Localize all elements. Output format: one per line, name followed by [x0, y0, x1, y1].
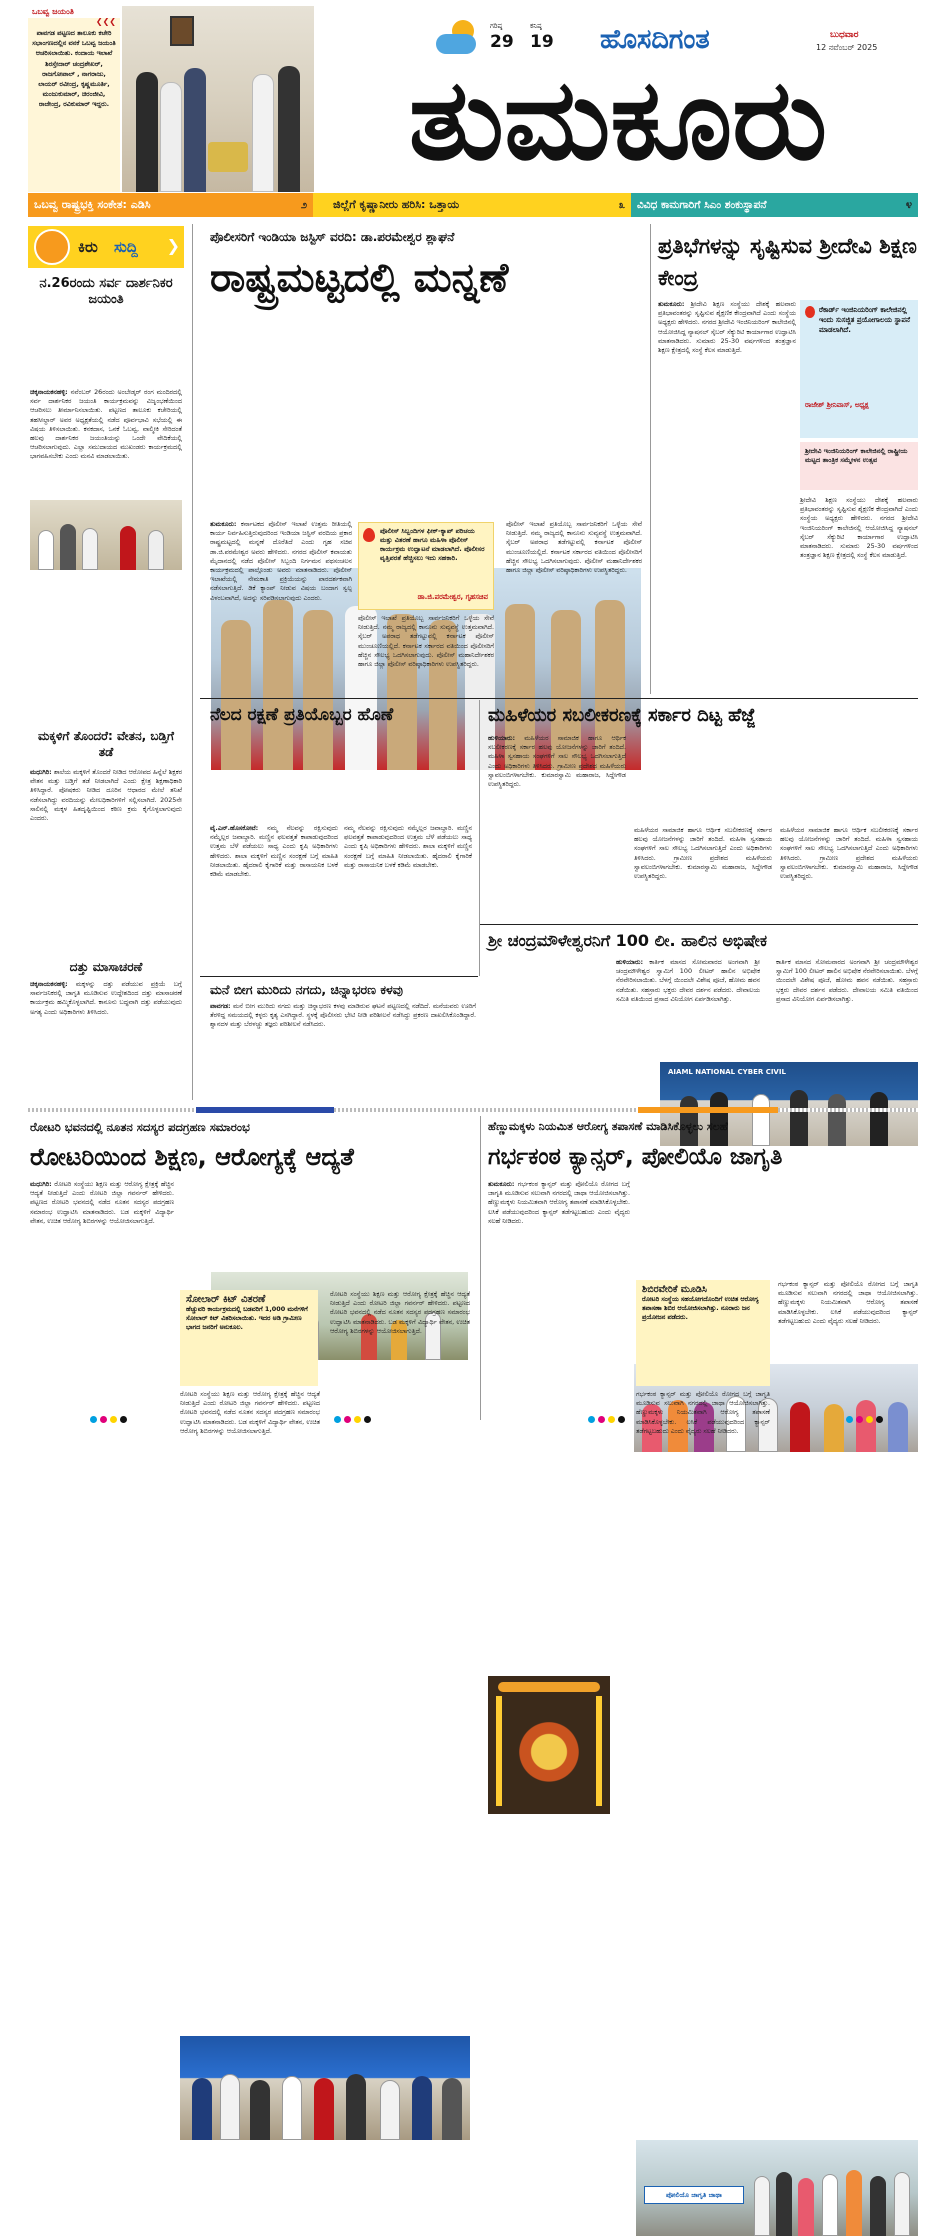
lead-quote-box: ಪೊಲೀಸ್ ಸಿಬ್ಬಂದಿಗಳ ಫೀಕ್-ಕ್ಯಾಪ್ ಪರಿಚಯ ಮತ್ತು ವಿತರಣೆ ಹಾಗೂ ಮಹಿಳಾ ಪೊಲೀಸ್ ಕಾರ್ಯಕ್ರಮ ಉದ್ಘಾಟನೆ ಮಾಡಲಾಗಿದೆ. ಪೊಲೀಸರ ವೃತ್ತಿಪರತೆ ಹೆಚ್ಚಿಸಲು ಇದು ಸಹಕಾರಿ. ಡಾ.ಜಿ.ಪರಮೇಶ್ವರ, ಗೃಹಸಚಿವ	[358, 522, 494, 610]
rotary-text-2: ರೋಟರಿ ಸಂಸ್ಥೆಯು ಶಿಕ್ಷಣ ಮತ್ತು ಆರೋಗ್ಯ ಕ್ಷೇತ್ರಕ್ಕೆ ಹೆಚ್ಚಿನ ಆದ್ಯತೆ ನೀಡುತ್ತಿದೆ ಎಂದು ರೋಟರಿ ಜಿಲ್ಲಾ ಗವರ್ನರ್ ಹೇಳಿದರು. ಪಟ್ಟಣದ ರೋಟರಿ ಭವನದಲ್ಲಿ ನಡೆದ ನೂತನ ಸದಸ್ಯರ ಪದಗ್ರಹಣ ಸಮಾರಂಭ ಉದ್ಘಾಟಿಸಿ ಮಾತನಾಡಿದರು. ಬಡ ಮಕ್ಕಳಿಗೆ ವಿದ್ಯಾರ್ಥಿ ವೇತನ, ಉಚಿತ ಆರೋಗ್ಯ ಶಿಬಿರಗಳನ್ನು ಆಯೋಜಿಸಲಾಗುತ್ತಿದೆ.	[330, 1290, 470, 1335]
print-registration-marks	[334, 1416, 374, 1424]
cancer-text-3: ಗರ್ಭಕಂಠ ಕ್ಯಾನ್ಸರ್ ಮತ್ತು ಪೋಲಿಯೊ ರೋಗದ ಬಗ್ಗೆ ಜಾಗೃತಿ ಮೂಡಿಸುವ ಸಲುವಾಗಿ ನಗರದಲ್ಲಿ ಜಾಥಾ ಆಯೋಜಿಸಲಾಗಿತ್ತು. ಹೆಣ್ಣುಮಕ್ಕಳು ನಿಯಮಿತವಾಗಿ ಆರೋಗ್ಯ ತಪಾಸಣೆ ಮಾಡಿಸಿಕೊಳ್ಳಬೇಕು. ಲಸಿಕೆ ಪಡೆಯುವುದರಿಂದ ಕ್ಯಾನ್ಸರ್ ತಡೆಗಟ್ಟಬಹುದು ಎಂದು ವೈದ್ಯರು ಸಲಹೆ ನೀಡಿದರು.	[636, 1390, 770, 1435]
brief-2-headline: ಮಕ್ಕಳಿಗೆ ತೊಂದರೆ: ವೇತನ, ಬಡ್ತಿಗೆ ತಡೆ	[37, 729, 175, 759]
column-divider	[480, 1116, 481, 1420]
cancer-kicker: ಹೆಣ್ಣುಮಕ್ಕಳು ನಿಯಮಿತ ಆರೋಗ್ಯ ತಪಾಸಣೆ ಮಾಡಿಸಿಕೊಳ್ಳಲು ಸಲಹೆ	[488, 1120, 728, 1133]
theft-text: ಪಾವಗಡ: ಮನೆ ಬೀಗ ಮುರಿದು ನಗದು ಮತ್ತು ಚಿನ್ನಾಭರಣ ಕಳವು ಮಾಡಿರುವ ಘಟನೆ ಪಟ್ಟಣದಲ್ಲಿ ನಡೆದಿದೆ. ಮನೆಯವರು ಊರಿಗೆ ತೆರಳಿದ್ದ ಸಮಯದಲ್ಲಿ ಕಳ್ಳರು ಕೃತ್ಯ ಎಸಗಿದ್ದಾರೆ. ಸ್ಥಳಕ್ಕೆ ಪೊಲೀಸರು ಭೇಟಿ ನೀಡಿ ಪರಿಶೀಲನೆ ನಡೆಸಿದ್ದು ಪ್ರಕರಣ ದಾಖಲಿಸಿಕೊಂಡಿದ್ದಾರೆ. ಶ್ವಾನದಳ ಮತ್ತು ಬೆರಳಚ್ಚು ತಜ್ಞರು ಪರಿಶೀಲನೆ ನಡೆಸಿದರು.	[210, 1002, 476, 1029]
soil-text-2: ನಮ್ಮ ನೆಲವನ್ನು ರಕ್ಷಿಸುವುದು ನಮ್ಮೆಲ್ಲರ ಜವಾಬ್ದಾರಿ. ಮಣ್ಣಿನ ಫಲವತ್ತತೆ ಕಾಪಾಡುವುದರಿಂದ ಉತ್ತಮ ಬೆಳೆ ಪಡೆಯಲು ಸಾಧ್ಯ ಎಂದು ಕೃಷಿ ಅಧಿಕಾರಿಗಳು ಹೇಳಿದರು. ಶಾಲಾ ಮಕ್ಕಳಿಗೆ ಮಣ್ಣಿನ ಸಂರಕ್ಷಣೆ ಬಗ್ಗೆ ಮಾಹಿತಿ ನೀಡಲಾಯಿತು. ಹೈದರಾಲಿ ಕೈಗಾರಿಕೆ ಮತ್ತು ರಾಸಾಯನಿಕ ಬಳಕೆ ಕಡಿಮೆ ಮಾಡಬೇಕು.	[344, 824, 472, 869]
bottom-dash-left	[28, 1108, 196, 1112]
top-left-photo	[122, 6, 314, 192]
column-divider	[192, 224, 193, 1100]
rotary-headline: ರೋಟರಿಯಿಂದ ಶಿಕ್ಷಣ, ಆರೋಗ್ಯಕ್ಕೆ ಆದ್ಯತೆ	[30, 1143, 354, 1171]
women-headline: ಮಹಿಳೆಯರ ಸಬಲೀಕರಣಕ್ಕೆ ಸರ್ಕಾರ ದಿಟ್ಟ ಹೆಜ್ಜೆ	[488, 705, 756, 726]
section-divider	[480, 924, 918, 925]
right-photo-banner: AIAML NATIONAL CYBER CIVIL	[668, 1068, 786, 1076]
temple-headline: ಶ್ರೀ ಚಂದ್ರಮೌಳೇಶ್ವರನಿಗೆ 100 ಲೀ. ಹಾಲಿನ ಅಭಿಷೇಕ	[488, 931, 768, 950]
brief-1-headline: ನ.26ರಂದು ಸರ್ವ ದಾರ್ಶನಿಕರ ಜಯಂತಿ	[39, 276, 173, 307]
lead-text-3: ಪೊಲೀಸ್ ಇಲಾಖೆ ಪ್ರತಿಯೊಬ್ಬ ಸಾರ್ವಜನಿಕರಿಗೆ ಒಳ್ಳೆಯ ಸೇವೆ ನೀಡುತ್ತಿದೆ. ನಮ್ಮ ರಾಜ್ಯದಲ್ಲಿ ಕಾನೂನು ಸುವ್ಯವಸ್ಥೆ ಉತ್ತಮವಾಗಿದೆ. ಸೈಬರ್ ಅಪರಾಧ ತಡೆಗಟ್ಟುವಲ್ಲಿ ಕರ್ನಾಟಕ ಪೊಲೀಸ್ ಮುಂಚೂಣಿಯಲ್ಲಿದೆ. ಕರ್ನಾಟಕ ಸರ್ಕಾರದ ವತಿಯಿಂದ ಪೊಲೀಸರಿಗೆ ಹೆಚ್ಚಿನ ಸೌಲಭ್ಯ ಒದಗಿಸಲಾಗುವುದು. ಪೊಲೀಸ್ ಮಹಾನಿರ್ದೇಶಕರ ಹಾಗೂ ಜಿಲ್ಲಾ ಪೊಲೀಸ್ ವರಿಷ್ಠಾಧಿಕಾರಿಗಳು ಉಪಸ್ಥಿತರಿದ್ದರು.	[506, 520, 642, 575]
rotary-text: ಮಧುಗಿರಿ: ರೋಟರಿ ಸಂಸ್ಥೆಯು ಶಿಕ್ಷಣ ಮತ್ತು ಆರೋಗ್ಯ ಕ್ಷೇತ್ರಕ್ಕೆ ಹೆಚ್ಚಿನ ಆದ್ಯತೆ ನೀಡುತ್ತಿದೆ ಎಂದು ರೋಟರಿ ಜಿಲ್ಲಾ ಗವರ್ನರ್ ಹೇಳಿದರು. ಪಟ್ಟಣದ ರೋಟರಿ ಭವನದಲ್ಲಿ ನಡೆದ ನೂತನ ಸದಸ್ಯರ ಪದಗ್ರಹಣ ಸಮಾರಂಭ ಉದ್ಘಾಟಿಸಿ ಮಾತನಾಡಿದರು. ಬಡ ಮಕ್ಕಳಿಗೆ ವಿದ್ಯಾರ್ಥಿ ವೇತನ, ಉಚಿತ ಆರೋಗ್ಯ ಶಿಬಿರಗಳನ್ನು ಆಯೋಜಿಸಲಾಗುತ್ತಿದೆ.	[30, 1180, 174, 1225]
bottom-dash-right	[778, 1108, 918, 1112]
teaser-3[interactable]: ವಿವಿಧ ಕಾಮಗಾರಿಗೆ ಸಿಎಂ ಶಂಕುಸ್ಥಾಪನೆ ೪	[631, 193, 918, 217]
right-highlight-box: ಶ್ರೀದೇವಿ ಇಂಜಿನಿಯರಿಂಗ್ ಕಾಲೇಜಿನಲ್ಲಿ ರಾಷ್ಟ್ರೀಯ ಮಟ್ಟದ ತಾಂತ್ರಿಕ ಸಮ್ಮೇಳನ ಉತ್ಸವ	[800, 442, 918, 490]
lead-kicker: ಪೊಲೀಸರಿಗೆ ಇಂಡಿಯಾ ಜಸ್ಟಿಸ್ ವರದಿ: ಡಾ.ಪರಮೇಶ್ವರ ಶ್ಲಾಘನೆ	[210, 230, 455, 244]
date: 12 ನವೆಂಬರ್ 2025	[816, 43, 878, 52]
orange-bar	[638, 1107, 778, 1113]
cancer-headline: ಗರ್ಭಕಂಠ ಕ್ಯಾನ್ಸರ್, ಪೋಲಿಯೊ ಜಾಗೃತಿ	[488, 1144, 783, 1170]
top-left-story	[28, 6, 120, 192]
weekday: ಬುಧವಾರ	[830, 30, 859, 40]
brief-3-text: ಚಿಕ್ಕನಾಯಕನಹಳ್ಳಿ: ಮಕ್ಕಳನ್ನು ದತ್ತು ಪಡೆಯುವ ಪ್ರಕ್ರಿಯೆ ಬಗ್ಗೆ ಸಾರ್ವಜನಿಕರಲ್ಲಿ ಜಾಗೃತಿ ಮೂಡಿಸುವ ಉದ್ದೇಶದಿಂದ ದತ್ತು ಮಾಸಾಚರಣೆ ಕಾರ್ಯಕ್ರಮ ಹಮ್ಮಿಕೊಳ್ಳಲಾಗಿದೆ. ಕಾನೂನು ಬದ್ಧವಾಗಿ ದತ್ತು ಪಡೆಯುವುದು ಅಗತ್ಯ ಎಂದು ಅಧಿಕಾರಿಗಳು ತಿಳಿಸಿದರು.	[30, 980, 182, 1016]
temp-min: 19	[530, 32, 554, 52]
kirusuddi-logo: ಕಿರು ಸುದ್ದಿ ❯	[28, 226, 184, 268]
soil-headline: ನೆಲದ ರಕ್ಷಣೆ ಪ್ರತಿಯೊಬ್ಬರ ಹೊಣೆ	[210, 705, 394, 725]
brief-1-text: ಚಿಕ್ಕನಾಯಕನಹಳ್ಳಿ: ನವೆಂಬರ್ 26ರಂದು ಅಂಬೇಡ್ಕರ್ ರಂಗ ಮಂದಿರದಲ್ಲಿ ಸರ್ವ ದಾರ್ಶನಿಕರ ಜಯಂತಿ ಕಾರ್ಯಕ್ರಮವನ್ನು ವಿಜೃಂಭಣೆಯಿಂದ ಆಚರಿಸಲು ತೀರ್ಮಾನಿಸಲಾಯಿತು. ಪಟ್ಟಣದ ತಾಲೂಕು ಕಚೇರಿಯಲ್ಲಿ ತಹಸೀಲ್ದಾರ್ ಅವರ ಅಧ್ಯಕ್ಷತೆಯಲ್ಲಿ ನಡೆದ ಪೂರ್ವಭಾವಿ ಸಭೆಯಲ್ಲಿ ಈ ವಿಷಯ ತಿಳಿಸಲಾಯಿತು. ಕನಕದಾಸ, ಒನಕೆ ಓಬವ್ವ, ವಾಲ್ಮೀಕಿ ಸೇರಿದಂತೆ ಹಲವು ದಾರ್ಶನಿಕರ ಜಯಂತಿಯನ್ನು ಒಂದೇ ವೇದಿಕೆಯಲ್ಲಿ ಆಚರಿಸಲಾಗುವುದು. ಎಲ್ಲಾ ಸಮುದಾಯದ ಮುಖಂಡರು ಕಾರ್ಯಕ್ರಮದಲ್ಲಿ ಭಾಗವಹಿಸಬೇಕು ಎಂದು ಮನವಿ ಮಾಡಲಾಯಿತು.	[30, 388, 182, 461]
cancer-photo-banner: ಪೋಲಿಯೊ ಜಾಗೃತಿ ಜಾಥಾ	[644, 2186, 744, 2204]
print-registration-marks	[846, 1416, 886, 1424]
cancer-text-2: ಗರ್ಭಕಂಠ ಕ್ಯಾನ್ಸರ್ ಮತ್ತು ಪೋಲಿಯೊ ರೋಗದ ಬಗ್ಗೆ ಜಾಗೃತಿ ಮೂಡಿಸುವ ಸಲುವಾಗಿ ನಗರದಲ್ಲಿ ಜಾಥಾ ಆಯೋಜಿಸಲಾಗಿತ್ತು. ಹೆಣ್ಣುಮಕ್ಕಳು ನಿಯಮಿತವಾಗಿ ಆರೋಗ್ಯ ತಪಾಸಣೆ ಮಾಡಿಸಿಕೊಳ್ಳಬೇಕು. ಲಸಿಕೆ ಪಡೆಯುವುದರಿಂದ ಕ್ಯಾನ್ಸರ್ ತಡೆಗಟ್ಟಬಹುದು ಎಂದು ವೈದ್ಯರು ಸಲಹೆ ನೀಡಿದರು.	[778, 1280, 918, 1325]
right-text: ತುಮಕೂರು: ಶ್ರೀದೇವಿ ಶಿಕ್ಷಣ ಸಂಸ್ಥೆಯು ದೇಶಕ್ಕೆ ಹಲವಾರು ಪ್ರತಿಭಾವಂತರನ್ನು ಸೃಷ್ಟಿಸುವ ಶೈಕ್ಷಣಿಕ ಕೇಂದ್ರವಾಗಿದೆ ಎಂದು ಸಂಸ್ಥೆಯ ಅಧ್ಯಕ್ಷರು ಹೇಳಿದರು. ನಗರದ ಶ್ರೀದೇವಿ ಇಂಜಿನಿಯರಿಂಗ್ ಕಾಲೇಜಿನಲ್ಲಿ ಆಯೋಜಿಸಿದ್ದ ನ್ಯಾಷನಲ್ ಸೈಬರ್ ಸೆಕ್ಯುರಿಟಿ ಕಾರ್ಯಾಗಾರ ಉದ್ಘಾಟಿಸಿ ಮಾತನಾಡಿದರು. ಸುಮಾರು 25-30 ವರ್ಷಗಳಿಂದ ತಂತ್ರಜ್ಞಾನ ಶಿಕ್ಷಣ ಕ್ಷೇತ್ರದಲ್ಲಿ ಸಂಸ್ಥೆ ಕೆಲಸ ಮಾಡುತ್ತಿದೆ.	[658, 300, 796, 355]
theft-headline: ಮನೆ ಬೀಗ ಮುರಿದು ನಗದು, ಚಿನ್ನಾಭರಣ ಕಳವು	[210, 982, 403, 997]
temp-max: 29	[490, 32, 514, 52]
right-headline: ಪ್ರತಿಭೆಗಳನ್ನು ಸೃಷ್ಟಿಸುವ ಶ್ರೀದೇವಿ ಶಿಕ್ಷಣ ಕೇಂದ್ರ	[658, 234, 917, 290]
section-divider	[200, 698, 918, 699]
temple-text: ಹುಳಿಯಾರು: ಕಾರ್ತಿಕ ಮಾಸದ ಸೋಮವಾರದ ಅಂಗವಾಗಿ ಶ್ರೀ ಚಂದ್ರಮೌಳೇಶ್ವರ ಸ್ವಾಮಿಗೆ 100 ಲೀಟರ್ ಹಾಲಿನ ಅಭಿಷೇಕ ನೆರವೇರಿಸಲಾಯಿತು. ಬೆಳಗ್ಗೆ ಯಿಂದಲೇ ವಿಶೇಷ ಪೂಜೆ, ಹೋಮ ಹವನ ನಡೆಯಿತು. ಸಹಸ್ರಾರು ಭಕ್ತರು ದೇವರ ದರ್ಶನ ಪಡೆದರು. ದೇವಾಲಯ ಸಮಿತಿ ವತಿಯಿಂದ ಪ್ರಸಾದ ವಿನಿಯೋಗ ಏರ್ಪಡಿಸಲಾಗಿತ್ತು.	[616, 958, 760, 1003]
temp-min-label: ಕನಿಷ್ಠ	[530, 22, 542, 30]
right-text-2: ಶ್ರೀದೇವಿ ಶಿಕ್ಷಣ ಸಂಸ್ಥೆಯು ದೇಶಕ್ಕೆ ಹಲವಾರು ಪ್ರತಿಭಾವಂತರನ್ನು ಸೃಷ್ಟಿಸುವ ಶೈಕ್ಷಣಿಕ ಕೇಂದ್ರವಾಗಿದೆ ಎಂದು ಸಂಸ್ಥೆಯ ಅಧ್ಯಕ್ಷರು ಹೇಳಿದರು. ನಗರದ ಶ್ರೀದೇವಿ ಇಂಜಿನಿಯರಿಂಗ್ ಕಾಲೇಜಿನಲ್ಲಿ ಆಯೋಜಿಸಿದ್ದ ನ್ಯಾಷನಲ್ ಸೈಬರ್ ಸೆಕ್ಯುರಿಟಿ ಕಾರ್ಯಾಗಾರ ಉದ್ಘಾಟಿಸಿ ಮಾತನಾಡಿದರು. ಸುಮಾರು 25-30 ವರ್ಷಗಳಿಂದ ತಂತ್ರಜ್ಞಾನ ಶಿಕ್ಷಣ ಕ್ಷೇತ್ರದಲ್ಲಿ ಸಂಸ್ಥೆ ಕೆಲಸ ಮಾಡುತ್ತಿದೆ.	[800, 496, 918, 560]
column-divider	[650, 224, 651, 694]
print-registration-marks	[90, 1416, 130, 1424]
brief-2-text: ಮಧುಗಿರಿ: ಶಾಲೆಯ ಮಕ್ಕಳಿಗೆ ತೊಂದರೆ ನೀಡಿದ ಆರೋಪದ ಹಿನ್ನೆಲೆ ಶಿಕ್ಷಕರ ವೇತನ ಮತ್ತು ಬಡ್ತಿಗೆ ತಡೆ ನೀಡಲಾಗಿದೆ ಎಂದು ಕ್ಷೇತ್ರ ಶಿಕ್ಷಣಾಧಿಕಾರಿ ತಿಳಿಸಿದ್ದಾರೆ. ಪೋಷಕರು ನೀಡಿದ ದೂರಿನ ಆಧಾರದ ಮೇಲೆ ತನಿಖೆ ನಡೆಸಲಾಗಿದ್ದು ವರದಿಯನ್ನು ಮೇಲಧಿಕಾರಿಗಳಿಗೆ ಸಲ್ಲಿಸಲಾಗಿದೆ. 2025ನೇ ಸಾಲಿನಲ್ಲಿ ಮಕ್ಕಳ ಹಿತದೃಷ್ಟಿಯಿಂದ ಕಠಿಣ ಕ್ರಮ ಕೈಗೊಳ್ಳಲಾಗುವುದು ಎಂದರು.	[30, 768, 182, 823]
hand-pinch-icon	[34, 229, 70, 265]
top-left-kicker: ಒಬವ್ವ ಜಯಂತಿ	[28, 6, 120, 18]
teaser-2[interactable]: ಜಿಲ್ಲೆಗೆ ಕೃಷ್ಣಾನೀರು ಹರಿಸಿ: ಒತ್ತಾಯ ೩	[313, 193, 631, 217]
rotary-text-3: ರೋಟರಿ ಸಂಸ್ಥೆಯು ಶಿಕ್ಷಣ ಮತ್ತು ಆರೋಗ್ಯ ಕ್ಷೇತ್ರಕ್ಕೆ ಹೆಚ್ಚಿನ ಆದ್ಯತೆ ನೀಡುತ್ತಿದೆ ಎಂದು ರೋಟರಿ ಜಿಲ್ಲಾ ಗವರ್ನರ್ ಹೇಳಿದರು. ಪಟ್ಟಣದ ರೋಟರಿ ಭವನದಲ್ಲಿ ನಡೆದ ನೂತನ ಸದಸ್ಯರ ಪದಗ್ರಹಣ ಸಮಾರಂಭ ಉದ್ಘಾಟಿಸಿ ಮಾತನಾಡಿದರು. ಬಡ ಮಕ್ಕಳಿಗೆ ವಿದ್ಯಾರ್ಥಿ ವೇತನ, ಉಚಿತ ಆರೋಗ್ಯ ಶಿಬಿರಗಳನ್ನು ಆಯೋಜಿಸಲಾಗುತ್ತಿದೆ.	[180, 1390, 320, 1435]
section-divider	[200, 976, 478, 977]
lead-headline: ರಾಷ್ಟ್ರಮಟ್ಟದಲ್ಲಿ ಮನ್ನಣೆ	[210, 255, 509, 301]
blue-bar	[196, 1107, 334, 1113]
column-divider	[479, 700, 480, 976]
temple-text-2: ಕಾರ್ತಿಕ ಮಾಸದ ಸೋಮವಾರದ ಅಂಗವಾಗಿ ಶ್ರೀ ಚಂದ್ರಮೌಳೇಶ್ವರ ಸ್ವಾಮಿಗೆ 100 ಲೀಟರ್ ಹಾಲಿನ ಅಭಿಷೇಕ ನೆರವೇರಿಸಲಾಯಿತು. ಬೆಳಗ್ಗೆ ಯಿಂದಲೇ ವಿಶೇಷ ಪೂಜೆ, ಹೋಮ ಹವನ ನಡೆಯಿತು. ಸಹಸ್ರಾರು ಭಕ್ತರು ದೇವರ ದರ್ಶನ ಪಡೆದರು. ದೇವಾಲಯ ಸಮಿತಿ ವತಿಯಿಂದ ಪ್ರಸಾದ ವಿನಿಯೋಗ ಏರ್ಪಡಿಸಲಾಗಿತ್ತು.	[776, 958, 918, 1003]
temple-photo	[488, 1676, 610, 1814]
cancer-photo	[636, 2140, 918, 2236]
masthead-title: ತುಮಕೂರು	[408, 55, 828, 185]
rotary-kicker: ರೋಟರಿ ಭವನದಲ್ಲಿ ನೂತನ ಸದಸ್ಯರ ಪದಗ್ರಹಣ ಸಮಾರಂಭ	[30, 1120, 250, 1134]
rotary-photo	[180, 2036, 470, 2140]
soil-text: ವೈ.ಎನ್.ಹೊಸಕೋಟೆ: ನಮ್ಮ ನೆಲವನ್ನು ರಕ್ಷಿಸುವುದು ನಮ್ಮೆಲ್ಲರ ಜವಾಬ್ದಾರಿ. ಮಣ್ಣಿನ ಫಲವತ್ತತೆ ಕಾಪಾಡುವುದರಿಂದ ಉತ್ತಮ ಬೆಳೆ ಪಡೆಯಲು ಸಾಧ್ಯ ಎಂದು ಕೃಷಿ ಅಧಿಕಾರಿಗಳು ಹೇಳಿದರು. ಶಾಲಾ ಮಕ್ಕಳಿಗೆ ಮಣ್ಣಿನ ಸಂರಕ್ಷಣೆ ಬಗ್ಗೆ ಮಾಹಿತಿ ನೀಡಲಾಯಿತು. ಹೈದರಾಲಿ ಕೈಗಾರಿಕೆ ಮತ್ತು ರಾಸಾಯನಿಕ ಬಳಕೆ ಕಡಿಮೆ ಮಾಡಬೇಕು.	[210, 824, 338, 879]
bottom-dash-mid	[334, 1108, 638, 1112]
teaser-1[interactable]: ಒಬವ್ವ ರಾಷ್ಟ್ರಭಕ್ತಿ ಸಂಕೇತ: ಎಡಿಸಿ ೨	[28, 193, 313, 217]
right-quote-box: ರೆಕಾರ್ಡ್ ಇಂಜಿನಿಯರಿಂಗ್ ಕಾಲೇಜಿನಲ್ಲಿ ಇಂದು ಸುಸಜ್ಜಿತ ಪ್ರಯೋಗಾಲಯ ಸ್ಥಾಪನೆ ಮಾಡಲಾಗಿದೆ. ರಾಜೇಶ್ ಶ್ರೀನಿವಾಸ್, ಅಧ್ಯಕ್ಷ	[800, 300, 918, 438]
cancer-text: ತುಮಕೂರು: ಗರ್ಭಕಂಠ ಕ್ಯಾನ್ಸರ್ ಮತ್ತು ಪೋಲಿಯೊ ರೋಗದ ಬಗ್ಗೆ ಜಾಗೃತಿ ಮೂಡಿಸುವ ಸಲುವಾಗಿ ನಗರದಲ್ಲಿ ಜಾಥಾ ಆಯೋಜಿಸಲಾಗಿತ್ತು. ಹೆಣ್ಣುಮಕ್ಕಳು ನಿಯಮಿತವಾಗಿ ಆರೋಗ್ಯ ತಪಾಸಣೆ ಮಾಡಿಸಿಕೊಳ್ಳಬೇಕು. ಲಸಿಕೆ ಪಡೆಯುವುದರಿಂದ ಕ್ಯಾನ್ಸರ್ ತಡೆಗಟ್ಟಬಹುದು ಎಂದು ವೈದ್ಯರು ಸಲಹೆ ನೀಡಿದರು.	[488, 1180, 630, 1225]
lead-text: ತುಮಕೂರು: ಕರ್ನಾಟಕದ ಪೊಲೀಸ್ ಇಲಾಖೆ ಉತ್ತಮ ರೀತಿಯಲ್ಲಿ ಕಾರ್ಯ ನಿರ್ವಹಿಸುತ್ತಿರುವುದರಿಂದ ಇಂಡಿಯಾ ಜಸ್ಟಿಸ್ ವರದಿಯ ಪ್ರಕಾರ ರಾಷ್ಟ್ರಮಟ್ಟದಲ್ಲಿ ಮನ್ನಣೆ ದೊರೆತಿದೆ ಎಂದು ಗೃಹ ಸಚಿವ ಡಾ.ಜಿ.ಪರಮೇಶ್ವರ ಅವರು ಹೇಳಿದರು. ನಗರದ ಪೊಲೀಸ್ ಕವಾಯತು ಮೈದಾನದಲ್ಲಿ ನಡೆದ ಪೊಲೀಸ್ ಸಿಬ್ಬಂದಿ ನಿರ್ಗಮನ ಪಥಸಂಚಲನ ಕಾರ್ಯಕ್ರಮದಲ್ಲಿ ಪಾಲ್ಗೊಂಡು ಅವರು ಮಾತನಾಡಿದರು. ಪೊಲೀಸ್ ಇಲಾಖೆಯಲ್ಲಿ ನೇಮಕಾತಿ ಪ್ರಕ್ರಿಯೆಯನ್ನು ಪಾರದರ್ಶಕವಾಗಿ ನಡೆಸಲಾಗುತ್ತಿದೆ. ಡಿಕೆ ಕ್ಯಾಂಪ್ ನೀಡುವ ವಿಷಯ ಬಂದಾಗ ಸ್ವಲ್ಪ ವಿಳಂಬವಾಗಿದೆ, ಅದನ್ನು ಸರಿಪಡಿಸಲಾಗುವುದು ಎಂದರು.	[210, 520, 352, 602]
teaser-strip	[28, 193, 918, 217]
red-drop-icon	[805, 306, 815, 318]
top-left-text: ಪಾವಗಡ ಪಟ್ಟಣದ ತಾಲೂಕು ಕಚೇರಿ ಸಭಾಂಗಣದಲ್ಲಿನ ವನಕೆ ಒಬವ್ವ ಜಯಂತಿ ಆಚರಿಸಲಾಯಿತು. ಕಂದಾಯ ಇಲಾಖೆ ಶಿರಸ್ತೇದಾರ್ ಚಂದ್ರಶೇಖರ್, ರಾಜಗೋಪಾಲ್ , ನಾಗರಾಜು, ಲಾಯರ್ ರವೀಂದ್ರ, ಕೃಷ್ಣಮೂರ್ತಿ, ಮಂಜುಕುಮಾರ್, ಚಿರಂಜೀವಿ, ರಾಜೇಂದ್ರ, ರವಿಕುಮಾರ್ ಇದ್ದರು.	[32, 29, 116, 109]
lead-text-2: ಪೊಲೀಸ್ ಇಲಾಖೆ ಪ್ರತಿಯೊಬ್ಬ ಸಾರ್ವಜನಿಕರಿಗೆ ಒಳ್ಳೆಯ ಸೇವೆ ನೀಡುತ್ತಿದೆ. ನಮ್ಮ ರಾಜ್ಯದಲ್ಲಿ ಕಾನೂನು ಸುವ್ಯವಸ್ಥೆ ಉತ್ತಮವಾಗಿದೆ. ಸೈಬರ್ ಅಪರಾಧ ತಡೆಗಟ್ಟುವಲ್ಲಿ ಕರ್ನಾಟಕ ಪೊಲೀಸ್ ಮುಂಚೂಣಿಯಲ್ಲಿದೆ. ಕರ್ನಾಟಕ ಸರ್ಕಾರದ ವತಿಯಿಂದ ಪೊಲೀಸರಿಗೆ ಹೆಚ್ಚಿನ ಸೌಲಭ್ಯ ಒದಗಿಸಲಾಗುವುದು. ಪೊಲೀಸ್ ಮಹಾನಿರ್ದೇಶಕರ ಹಾಗೂ ಜಿಲ್ಲಾ ಪೊಲೀಸ್ ವರಿಷ್ಠಾಧಿಕಾರಿಗಳು ಉಪಸ್ಥಿತರಿದ್ದರು.	[358, 614, 494, 669]
red-chevrons-icon: ❮❮❮	[95, 17, 116, 26]
cancer-box: ಶಿಬಿರವೇರಿಕೆ ಮೂಡಿಸಿ ರೋಟರಿ ಸಂಸ್ಥೆಯ ಸಹಯೋಗದೊಂದಿಗೆ ಉಚಿತ ಆರೋಗ್ಯ ತಪಾಸಣಾ ಶಿಬಿರ ಆಯೋಜಿಸಲಾಗಿತ್ತು. ನೂರಾರು ಜನ ಪ್ರಯೋಜನ ಪಡೆದರು.	[636, 1280, 770, 1386]
women-text-2: ಮಹಿಳೆಯರ ಸಾಮಾಜಿಕ ಹಾಗೂ ಆರ್ಥಿಕ ಸಬಲೀಕರಣಕ್ಕೆ ಸರ್ಕಾರ ಹಲವು ಯೋಜನೆಗಳನ್ನು ಜಾರಿಗೆ ತಂದಿದೆ. ಮಹಿಳಾ ಸ್ವಸಹಾಯ ಸಂಘಗಳಿಗೆ ಸಾಲ ಸೌಲಭ್ಯ ಒದಗಿಸಲಾಗುತ್ತಿದೆ ಎಂದು ಅಧಿಕಾರಿಗಳು ತಿಳಿಸಿದರು. ಗ್ರಾಮೀಣ ಪ್ರದೇಶದ ಮಹಿಳೆಯರು ಸ್ವಾವಲಂಬಿಗಳಾಗಬೇಕು. ಕುಮಾರಸ್ವಾಮಿ ಮಹಾರಾಜ, ಸಿದ್ದೇಗೌಡ ಉಪಸ್ಥಿತರಿದ್ದರು.	[634, 826, 772, 881]
brand-logo: ಹೊಸದಿಗಂತ	[600, 24, 710, 55]
red-drop-icon	[363, 528, 375, 542]
brief-3-headline: ದತ್ತು ಮಾಸಾಚರಣೆ	[69, 960, 143, 974]
chevron-right-icon: ❯	[166, 236, 180, 255]
print-registration-marks	[588, 1416, 628, 1424]
temp-max-label: ಗರಿಷ್ಠ	[490, 22, 503, 30]
women-text-3: ಮಹಿಳೆಯರ ಸಾಮಾಜಿಕ ಹಾಗೂ ಆರ್ಥಿಕ ಸಬಲೀಕರಣಕ್ಕೆ ಸರ್ಕಾರ ಹಲವು ಯೋಜನೆಗಳನ್ನು ಜಾರಿಗೆ ತಂದಿದೆ. ಮಹಿಳಾ ಸ್ವಸಹಾಯ ಸಂಘಗಳಿಗೆ ಸಾಲ ಸೌಲಭ್ಯ ಒದಗಿಸಲಾಗುತ್ತಿದೆ ಎಂದು ಅಧಿಕಾರಿಗಳು ತಿಳಿಸಿದರು. ಗ್ರಾಮೀಣ ಪ್ರದೇಶದ ಮಹಿಳೆಯರು ಸ್ವಾವಲಂಬಿಗಳಾಗಬೇಕು. ಕುಮಾರಸ್ವಾಮಿ ಮಹಾರಾಜ, ಸಿದ್ದೇಗೌಡ ಉಪಸ್ಥಿತರಿದ್ದರು.	[780, 826, 918, 881]
women-text: ಹುಳಿಯಾರು: ಮಹಿಳೆಯರ ಸಾಮಾಜಿಕ ಹಾಗೂ ಆರ್ಥಿಕ ಸಬಲೀಕರಣಕ್ಕೆ ಸರ್ಕಾರ ಹಲವು ಯೋಜನೆಗಳನ್ನು ಜಾರಿಗೆ ತಂದಿದೆ. ಮಹಿಳಾ ಸ್ವಸಹಾಯ ಸಂಘಗಳಿಗೆ ಸಾಲ ಸೌಲಭ್ಯ ಒದಗಿಸಲಾಗುತ್ತಿದೆ ಎಂದು ಅಧಿಕಾರಿಗಳು ತಿಳಿಸಿದರು. ಗ್ರಾಮೀಣ ಪ್ರದೇಶದ ಮಹಿಳೆಯರು ಸ್ವಾವಲಂಬಿಗಳಾಗಬೇಕು. ಕುಮಾರಸ್ವಾಮಿ ಮಹಾರಾಜ, ಸಿದ್ದೇಗೌಡ ಉಪಸ್ಥಿತರಿದ್ದರು.	[488, 734, 626, 789]
rotary-solar-box: ಸೋಲಾರ್ ಕಿಟ್ ವಿತರಣೆ ಹೆಚ್ಚುವರಿ ಕಾರ್ಯಕ್ರಮದಲ್ಲಿ ಬಡವರಿಗೆ 1,000 ಮನೆಗಳಿಗೆ ಸೋಲಾರ್ ಕಿಟ್ ವಿತರಿಸಲಾಯಿತು. ಇದರ ಅಡಿ ಗ್ರಾಮೀಣ ಭಾಗದ ಜನರಿಗೆ ಅನುಕೂಲ.	[180, 1290, 318, 1386]
